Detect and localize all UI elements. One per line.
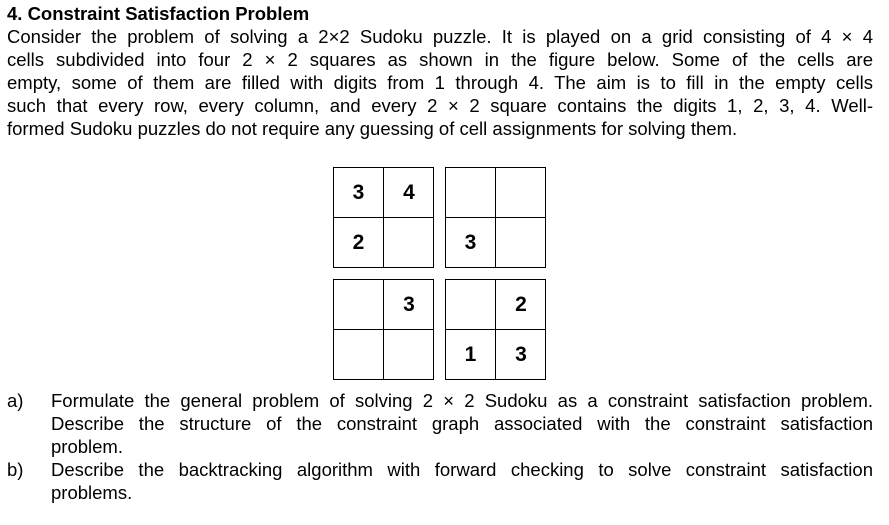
- sudoku-cell: 2: [496, 280, 546, 330]
- sudoku-cell: 3: [384, 280, 434, 330]
- sudoku-box-bottom-left: [333, 279, 434, 380]
- sudoku-cell: 3: [334, 168, 384, 218]
- intro-line: cells subdivided into four 2 × 2 squares as shown in the figure below. Some of the cells are: [7, 49, 873, 70]
- question-line: problems.: [51, 482, 133, 503]
- question-b: [7, 458, 873, 504]
- intro-line: such that every row, every column, and every 2 × 2 square contains the digits 1, 2, 3, 4. Well-: [7, 95, 873, 116]
- intro-line: empty, some of them are filled with digits from 1 through 4. The aim is to fill in the empty cells: [7, 72, 873, 93]
- sudoku-cell: 2: [334, 218, 384, 268]
- intro-line: formed Sudoku puzzles do not require any guessing of cell assignments for solving them.: [7, 118, 738, 139]
- sudoku-box-top-right: [445, 167, 546, 268]
- sudoku-cell: 4: [384, 168, 434, 218]
- sudoku-box-top-left: [333, 167, 434, 268]
- sudoku-cell: [496, 168, 546, 218]
- sudoku-cell: [334, 280, 384, 330]
- question-line: Describe the backtracking algorithm with forward checking to solve constraint satisfaction: [51, 459, 873, 480]
- question-label: b): [7, 459, 24, 480]
- question-a: [7, 389, 873, 458]
- sudoku-cell: [334, 330, 384, 380]
- sudoku-grid: [333, 167, 549, 383]
- sudoku-cell: 1: [446, 330, 496, 380]
- sudoku-cell: [446, 280, 496, 330]
- question-list: [7, 389, 873, 504]
- sudoku-box-bottom-right: [445, 279, 546, 380]
- sudoku-cell: 3: [515, 343, 527, 366]
- sudoku-cell: [384, 218, 434, 268]
- question-line: problem.: [51, 436, 123, 457]
- sudoku-cell: [384, 330, 434, 380]
- question-line: Formulate the general problem of solving 2 × 2 Sudoku as a constraint satisfaction problem.: [51, 390, 873, 411]
- intro-line: Consider the problem of solving a 2×2 Sudoku puzzle. It is played on a grid consisting of 4 × 4: [7, 26, 873, 47]
- sudoku-cell: [496, 218, 546, 268]
- section-title: 4. Constraint Satisfaction Problem: [7, 3, 310, 24]
- sudoku-cell: [446, 168, 496, 218]
- question-line: Describe the structure of the constraint graph associated with the constraint satisfaction: [51, 413, 873, 434]
- question-label: a): [7, 390, 24, 411]
- intro-paragraph: [7, 25, 873, 140]
- sudoku-cell: 3: [446, 218, 496, 268]
